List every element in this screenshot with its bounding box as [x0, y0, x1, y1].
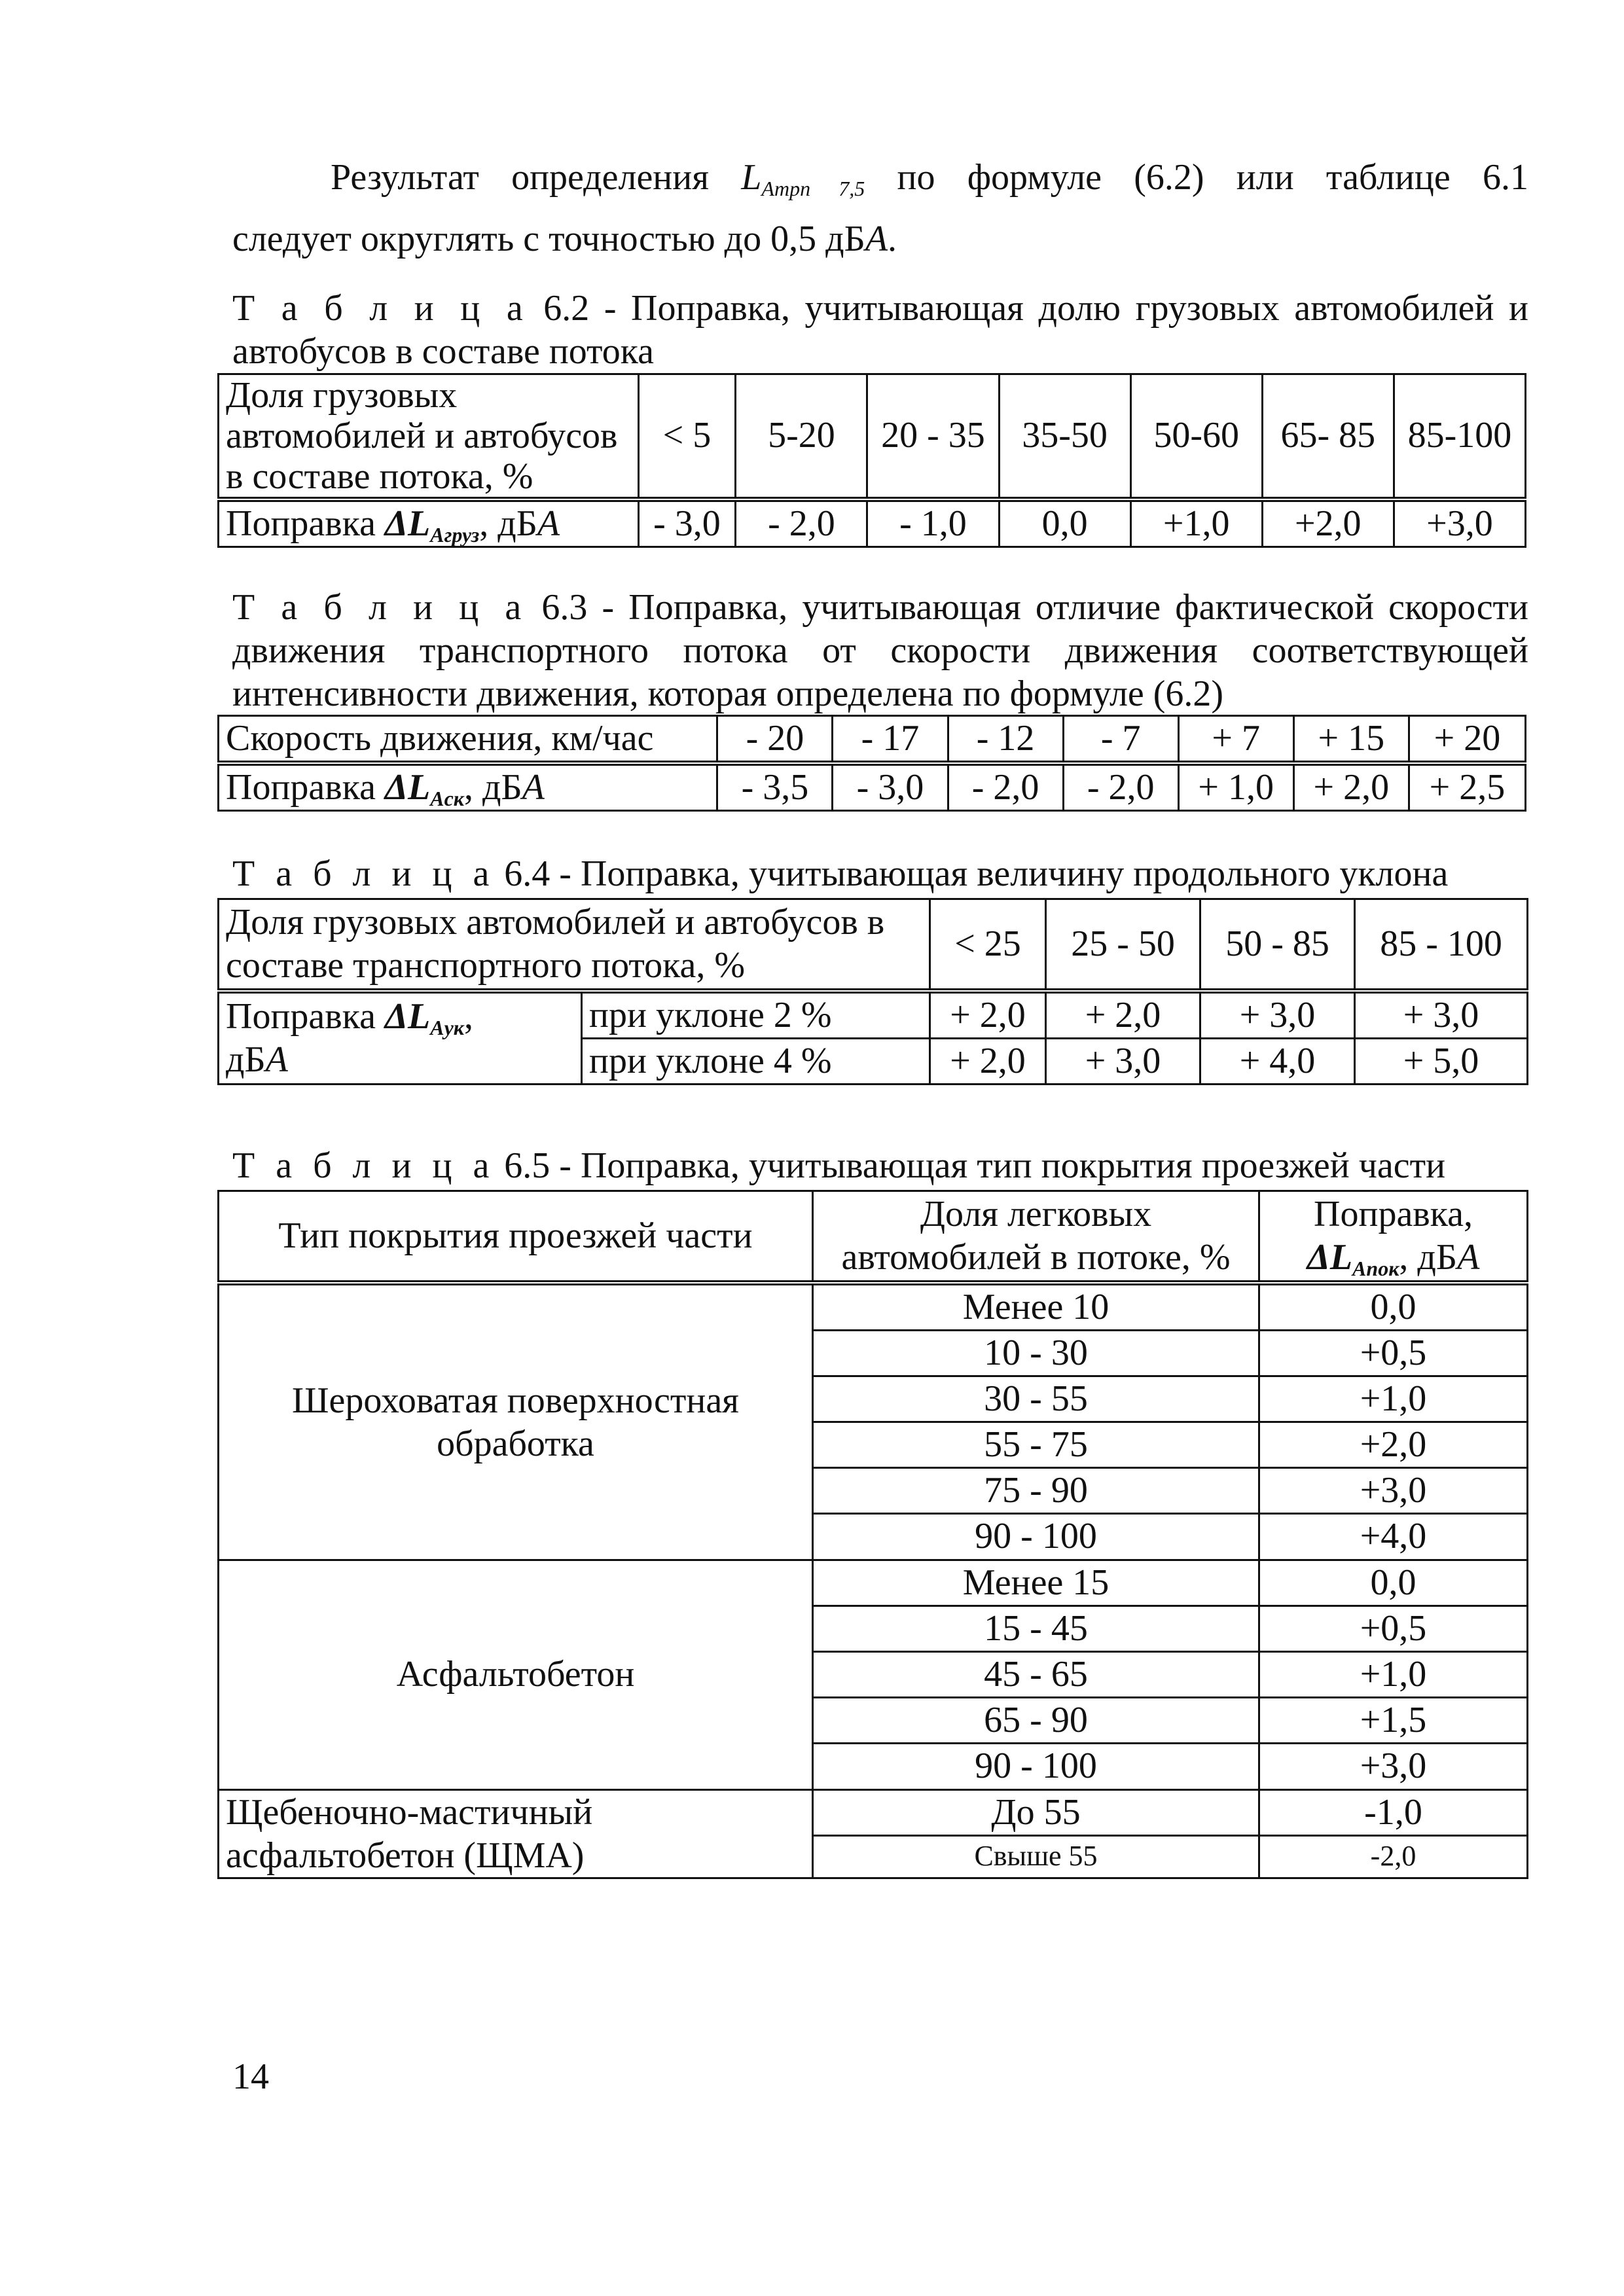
value-cell: - 7 — [1063, 716, 1178, 764]
intro-line-1 — [232, 156, 1528, 200]
header-label-cell: Доля грузовых автомобилей и автобусов в составе транспортного потока, % — [219, 899, 930, 991]
intro-text-end: по формуле (6.2) или таблице 6.1 — [865, 157, 1529, 198]
correction-cell: +0,5 — [1259, 1605, 1528, 1651]
header-cell: 85 - 100 — [1355, 899, 1528, 991]
label-text: Поправка — [226, 503, 385, 544]
caption-label: Т а б л и ц а — [232, 853, 496, 894]
row-label-cell: Скорость движения, км/час — [219, 716, 717, 764]
header-suffix: , дБ — [1399, 1237, 1458, 1278]
caption-text: 6.5 - Поправка, учитывающая тип покрытия проезжей части — [495, 1145, 1446, 1186]
value-cell: - 20 — [717, 716, 833, 764]
header-cell: < 25 — [930, 899, 1046, 991]
label-var: ΔL — [384, 996, 431, 1037]
value-cell: +2,0 — [1262, 499, 1394, 547]
formula-variable: L — [741, 157, 762, 198]
table-6-2 — [217, 373, 1526, 548]
correction-cell: +0,5 — [1259, 1330, 1528, 1376]
row-label-cell — [219, 763, 717, 811]
label-italic: A — [522, 767, 545, 808]
header-sub: Aпок — [1352, 1257, 1399, 1281]
value-cell: + 3,0 — [1355, 991, 1528, 1039]
table-row — [219, 1789, 1528, 1836]
share-cell: 90 - 100 — [813, 1744, 1259, 1789]
correction-cell: +4,0 — [1259, 1514, 1528, 1560]
header-cell: 85-100 — [1394, 374, 1525, 500]
share-cell: 10 - 30 — [813, 1330, 1259, 1376]
value-cell: - 3,0 — [833, 763, 948, 811]
surface-type-cell: Шероховатая поверхностная обработка — [219, 1283, 813, 1560]
value-cell: + 2,0 — [1293, 763, 1409, 811]
caption-text: 6.3 - Поправка, учитывающая отличие фактической скорости движения транспортного потока от скорости движения соответствующей интенсивности движения, которая определена по формуле (6.2) — [232, 587, 1528, 714]
label-sub: Aгруз — [430, 523, 480, 547]
label-line-2: дБ — [226, 1039, 266, 1081]
table-6-4-header-row — [219, 899, 1528, 991]
header-italic: A — [1457, 1237, 1480, 1278]
correction-cell: -1,0 — [1259, 1789, 1528, 1836]
value-cell: + 20 — [1409, 716, 1525, 764]
intro-period: . — [888, 219, 897, 259]
share-cell: 15 - 45 — [813, 1605, 1259, 1651]
table-6-4 — [217, 898, 1528, 1085]
value-cell: + 2,5 — [1409, 763, 1525, 811]
share-cell: 45 - 65 — [813, 1652, 1259, 1698]
correction-cell: -2,0 — [1259, 1836, 1528, 1878]
table-6-5-header-row — [219, 1191, 1528, 1283]
slope-label-cell: при уклоне 2 % — [582, 991, 930, 1039]
table-row — [219, 1283, 1528, 1331]
unit-italic: A — [865, 219, 888, 259]
table-6-2-value-row — [219, 499, 1526, 547]
table-row — [219, 1560, 1528, 1605]
header-cell: 25 - 50 — [1046, 899, 1200, 991]
header-text: Поправка, — [1314, 1194, 1473, 1235]
value-cell: - 2,0 — [736, 499, 867, 547]
slope-label-cell: при уклоне 4 % — [582, 1038, 930, 1084]
share-cell: Свыше 55 — [813, 1836, 1259, 1878]
table-6-5 — [217, 1190, 1528, 1879]
table-6-3 — [217, 715, 1526, 812]
header-cell: 20 - 35 — [867, 374, 999, 500]
value-cell: + 4,0 — [1200, 1038, 1355, 1084]
page-number: 14 — [232, 2056, 269, 2097]
header-type-cell: Тип покрытия проезжей части — [219, 1191, 813, 1283]
row-label-cell — [219, 499, 639, 547]
label-var: ΔL — [384, 503, 431, 544]
table-6-4-caption — [232, 852, 1528, 896]
surface-type-cell: Асфальтобетон — [219, 1560, 813, 1789]
share-cell: 65 - 90 — [813, 1698, 1259, 1744]
correction-cell: +2,0 — [1259, 1422, 1528, 1468]
table-6-4-row — [219, 991, 1528, 1039]
header-cell: 50 - 85 — [1200, 899, 1355, 991]
table-6-2-caption — [232, 287, 1528, 373]
correction-cell: +3,0 — [1259, 1744, 1528, 1789]
intro-text-2: следует округлять с точностью до 0,5 дБ — [232, 219, 865, 259]
value-cell: + 1,0 — [1178, 763, 1293, 811]
formula-subscript: Aтрn 7,5 — [761, 177, 865, 200]
header-label-cell: Доля грузовых автомобилей и автобусов в составе потока, % — [219, 374, 639, 500]
value-cell: + 7 — [1178, 716, 1293, 764]
table-6-3-speed-row — [219, 716, 1526, 764]
correction-cell: 0,0 — [1259, 1283, 1528, 1331]
header-cell: 5-20 — [736, 374, 867, 500]
correction-cell: +1,0 — [1259, 1376, 1528, 1422]
value-cell: + 3,0 — [1046, 1038, 1200, 1084]
value-cell: + 3,0 — [1200, 991, 1355, 1039]
row-label-cell — [219, 991, 582, 1085]
value-cell: - 3,5 — [717, 763, 833, 811]
share-cell: Менее 15 — [813, 1560, 1259, 1605]
label-sub: Aук — [430, 1016, 465, 1040]
intro-text: Результат определения — [331, 157, 742, 198]
label-sub: Aск — [430, 787, 465, 811]
value-cell: - 17 — [833, 716, 948, 764]
value-cell: 0,0 — [999, 499, 1130, 547]
value-cell: + 2,0 — [1046, 991, 1200, 1039]
value-cell: - 3,0 — [638, 499, 736, 547]
share-cell: 90 - 100 — [813, 1514, 1259, 1560]
label-italic: A — [265, 1039, 288, 1081]
table-6-5-caption — [232, 1144, 1528, 1188]
value-cell: - 1,0 — [867, 499, 999, 547]
caption-text: 6.4 - Поправка, учитывающая величину продольного уклона — [495, 853, 1449, 894]
value-cell: + 5,0 — [1355, 1038, 1528, 1084]
header-cell: 35-50 — [999, 374, 1130, 500]
value-cell: + 2,0 — [930, 1038, 1046, 1084]
caption-label: Т а б л и ц а — [232, 1145, 496, 1186]
table-6-2-header-row — [219, 374, 1526, 500]
surface-type-cell: Щебеночно-мастичный асфальтобетон (ЩМА) — [219, 1789, 813, 1878]
share-cell: Менее 10 — [813, 1283, 1259, 1331]
correction-cell: +1,0 — [1259, 1652, 1528, 1698]
value-cell: - 2,0 — [1063, 763, 1178, 811]
header-correction-cell — [1259, 1191, 1528, 1283]
caption-label: Т а б л и ц а — [232, 288, 529, 329]
intro-line-2 — [232, 217, 1528, 261]
label-suffix: , — [464, 996, 474, 1037]
share-cell: 75 - 90 — [813, 1468, 1259, 1514]
table-6-3-caption — [232, 586, 1528, 715]
header-cell: 50-60 — [1130, 374, 1262, 500]
caption-text: 6.2 - Поправка, учитывающая долю грузовых автомобилей и автобусов в составе потока — [232, 288, 1529, 372]
header-cell: 65- 85 — [1262, 374, 1394, 500]
header-var: ΔL — [1307, 1237, 1353, 1278]
label-var: ΔL — [384, 767, 431, 808]
caption-label: Т а б л и ц а — [232, 587, 528, 628]
header-share-cell: Доля легковых автомобилей в потоке, % — [813, 1191, 1259, 1283]
table-6-3-correction-row — [219, 763, 1526, 811]
value-cell: + 15 — [1293, 716, 1409, 764]
correction-cell: +1,5 — [1259, 1698, 1528, 1744]
value-cell: +3,0 — [1394, 499, 1525, 547]
value-cell: +1,0 — [1130, 499, 1262, 547]
correction-cell: 0,0 — [1259, 1560, 1528, 1605]
label-text: Поправка — [226, 767, 385, 808]
label-text: Поправка — [226, 996, 385, 1037]
label-suffix: , дБ — [479, 503, 537, 544]
value-cell: + 2,0 — [930, 991, 1046, 1039]
label-italic: A — [537, 503, 560, 544]
share-cell: 55 - 75 — [813, 1422, 1259, 1468]
value-cell: - 12 — [948, 716, 1063, 764]
share-cell: До 55 — [813, 1789, 1259, 1836]
share-cell: 30 - 55 — [813, 1376, 1259, 1422]
header-cell: < 5 — [638, 374, 736, 500]
label-suffix: , дБ — [464, 767, 522, 808]
correction-cell: +3,0 — [1259, 1468, 1528, 1514]
value-cell: - 2,0 — [948, 763, 1063, 811]
